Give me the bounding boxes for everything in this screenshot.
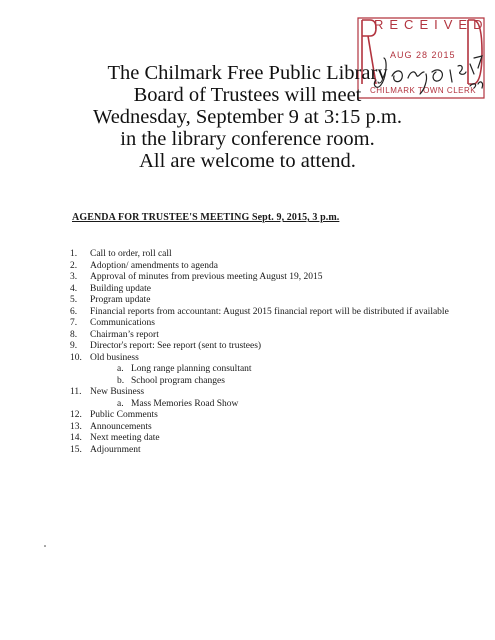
agenda-subitem — [117, 399, 450, 411]
agenda-list — [70, 249, 450, 456]
agenda-item — [70, 249, 450, 261]
agenda-item-text: Announcements — [90, 421, 152, 432]
agenda-item-text: Next meeting date — [90, 433, 160, 443]
agenda-item — [70, 284, 450, 296]
announcement-line: All are welcome to attend. — [139, 150, 356, 172]
agenda-subitem-letter: a. — [117, 364, 124, 374]
agenda-item-number: 9. — [70, 341, 78, 351]
stamp-office: CHILMARK TOWN CLERK — [370, 86, 477, 95]
agenda-item — [70, 307, 450, 319]
agenda-item-number: 11. — [70, 387, 82, 397]
agenda-subitem-letter: b. — [117, 375, 125, 386]
announcement-line: Board of Trustees will meet — [133, 84, 362, 106]
agenda-item-number: 8. — [70, 329, 78, 340]
agenda-item-number: 13. — [70, 421, 82, 432]
agenda-item — [70, 353, 450, 365]
agenda-item-number: 7. — [70, 318, 78, 328]
agenda-subitem-text: School program changes — [131, 375, 225, 386]
agenda-item — [70, 295, 450, 307]
agenda-subitem — [117, 364, 450, 376]
agenda-item-text: Adoption/ amendments to agenda — [90, 260, 218, 271]
agenda-item-text: Building update — [90, 283, 151, 294]
agenda-item — [70, 261, 450, 273]
announcement-line: The Chilmark Free Public Library — [107, 62, 388, 84]
meeting-announcement — [0, 62, 495, 172]
agenda-item-number: 14. — [70, 433, 82, 443]
agenda-item-number: 10. — [70, 352, 82, 363]
announcement-line: in the library conference room. — [120, 128, 375, 150]
agenda-item-number: 3. — [70, 272, 78, 282]
agenda-item — [70, 445, 450, 457]
agenda-item — [70, 387, 450, 399]
agenda-item — [70, 410, 450, 422]
agenda-item-text: Public Comments — [90, 410, 158, 420]
agenda-item — [70, 318, 450, 330]
agenda-item — [70, 272, 450, 284]
agenda-item-text: Communications — [90, 318, 155, 328]
agenda-item-text: Adjournment — [90, 444, 141, 455]
agenda-item-text: Call to order, roll call — [90, 249, 172, 259]
agenda-item-number: 12. — [70, 410, 82, 420]
agenda-item — [70, 422, 450, 434]
agenda-item-number: 6. — [70, 306, 78, 317]
agenda-subitem-text: Mass Memories Road Show — [131, 398, 239, 409]
scan-speck — [44, 545, 46, 547]
agenda-item — [70, 433, 450, 445]
agenda-item-number: 2. — [70, 260, 78, 271]
stamp-date: AUG 28 2015 — [390, 50, 456, 60]
agenda-item — [70, 341, 450, 353]
agenda-subitem-letter: a. — [117, 398, 124, 409]
agenda-title: AGENDA FOR TRUSTEE'S MEETING Sept. 9, 2015, 3 p.m. — [72, 212, 340, 223]
agenda-subitem — [117, 376, 450, 388]
agenda-item-number: 15. — [70, 444, 82, 455]
announcement-line: Wednesday, September 9 at 3:15 p.m. — [92, 106, 402, 128]
agenda-item-text: Program update — [90, 295, 151, 305]
agenda-item-text: New Business — [90, 387, 145, 397]
agenda-item-text: Approval of minutes from previous meeting August 19, 2015 — [90, 272, 323, 282]
agenda-item-text: Chairman’s report — [90, 329, 159, 340]
agenda-item-number: 1. — [70, 249, 78, 259]
agenda-item-number: 5. — [70, 295, 78, 305]
stamp-word: RECEIVED — [374, 17, 489, 32]
agenda-item-text: Director's report: See report (sent to trustees) — [90, 341, 262, 351]
agenda-item-text: Financial reports from accountant: August 2015 financial report will be distributed if available — [90, 306, 449, 317]
agenda-item — [70, 330, 450, 342]
agenda-item-text: Old business — [90, 352, 139, 363]
agenda-item-number: 4. — [70, 283, 78, 294]
agenda-subitem-text: Long range planning consultant — [131, 364, 252, 374]
